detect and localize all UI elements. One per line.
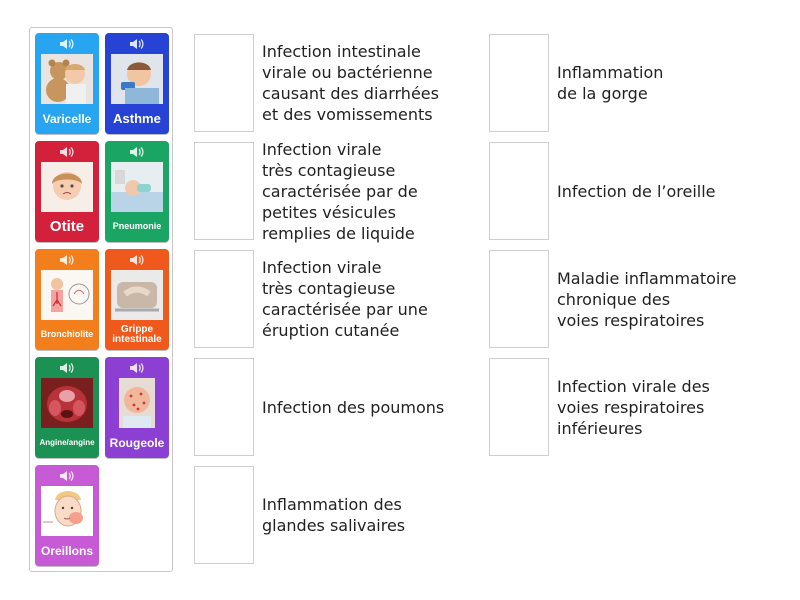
speaker-icon[interactable] [128, 361, 146, 375]
card-label: Rougeole [109, 435, 165, 450]
card-oreillons[interactable] [35, 465, 99, 566]
card-picture [41, 162, 93, 212]
card-label: Oreillons [40, 543, 93, 558]
card-bronchiolite[interactable] [35, 249, 99, 350]
drop-slot[interactable] [194, 142, 254, 240]
drop-slot[interactable] [194, 466, 254, 564]
definition-text: Infection virale très contagieuse caractérisée par une éruption cutanée [262, 258, 428, 340]
card-otite[interactable] [35, 141, 99, 242]
speaker-icon[interactable] [58, 145, 76, 159]
card-picture [111, 162, 163, 212]
card-label: Grippe intestinale [112, 323, 162, 345]
card-label: Angine/angine [39, 437, 95, 447]
card-varicelle[interactable] [35, 33, 99, 134]
card-label: Bronchiolite [40, 329, 94, 340]
drop-slot[interactable] [489, 250, 549, 348]
definition-text: Inflammation des glandes salivaires [262, 495, 406, 535]
card-picture [111, 54, 163, 104]
card-picture [41, 270, 93, 320]
card-label: Otite [49, 218, 85, 236]
drop-slot[interactable] [194, 34, 254, 132]
definition-text: Infection intestinale virale ou bactérienne causant des diarrhées et des vomissements [262, 42, 439, 124]
speaker-icon[interactable] [128, 145, 146, 159]
drop-slot[interactable] [194, 250, 254, 348]
definition-text: Infection des poumons [262, 397, 445, 417]
card-angine[interactable] [35, 357, 99, 458]
card-picture [111, 270, 163, 320]
card-label: Pneumonie [112, 221, 162, 232]
card-picture [119, 378, 155, 428]
card-pneumonie[interactable] [105, 141, 169, 242]
card-picture [41, 378, 93, 428]
drop-slot[interactable] [489, 34, 549, 132]
card-grippe-intestinale[interactable] [105, 249, 169, 350]
speaker-icon[interactable] [58, 253, 76, 267]
speaker-icon[interactable] [58, 361, 76, 375]
card-picture [41, 54, 93, 104]
drop-slot[interactable] [194, 358, 254, 456]
card-rougeole[interactable] [105, 357, 169, 458]
speaker-icon[interactable] [58, 469, 76, 483]
definition-text: Inflammation de la gorge [557, 63, 664, 103]
card-asthme[interactable] [105, 33, 169, 134]
card-picture [41, 486, 93, 536]
speaker-icon[interactable] [128, 253, 146, 267]
definition-text: Infection de l’oreille [557, 181, 716, 201]
card-label: Varicelle [42, 111, 92, 126]
definition-text: Infection virale des voies respiratoires inférieures [557, 376, 710, 438]
definition-text: Maladie inflammatoire chronique des voies respiratoires [557, 268, 737, 330]
speaker-icon[interactable] [58, 37, 76, 51]
definition-text: Infection virale très contagieuse caractérisée par de petites vésicules remplies de liquide [262, 139, 418, 243]
card-label: Asthme [113, 111, 161, 127]
speaker-icon[interactable] [128, 37, 146, 51]
drop-slot[interactable] [489, 142, 549, 240]
drop-slot[interactable] [489, 358, 549, 456]
